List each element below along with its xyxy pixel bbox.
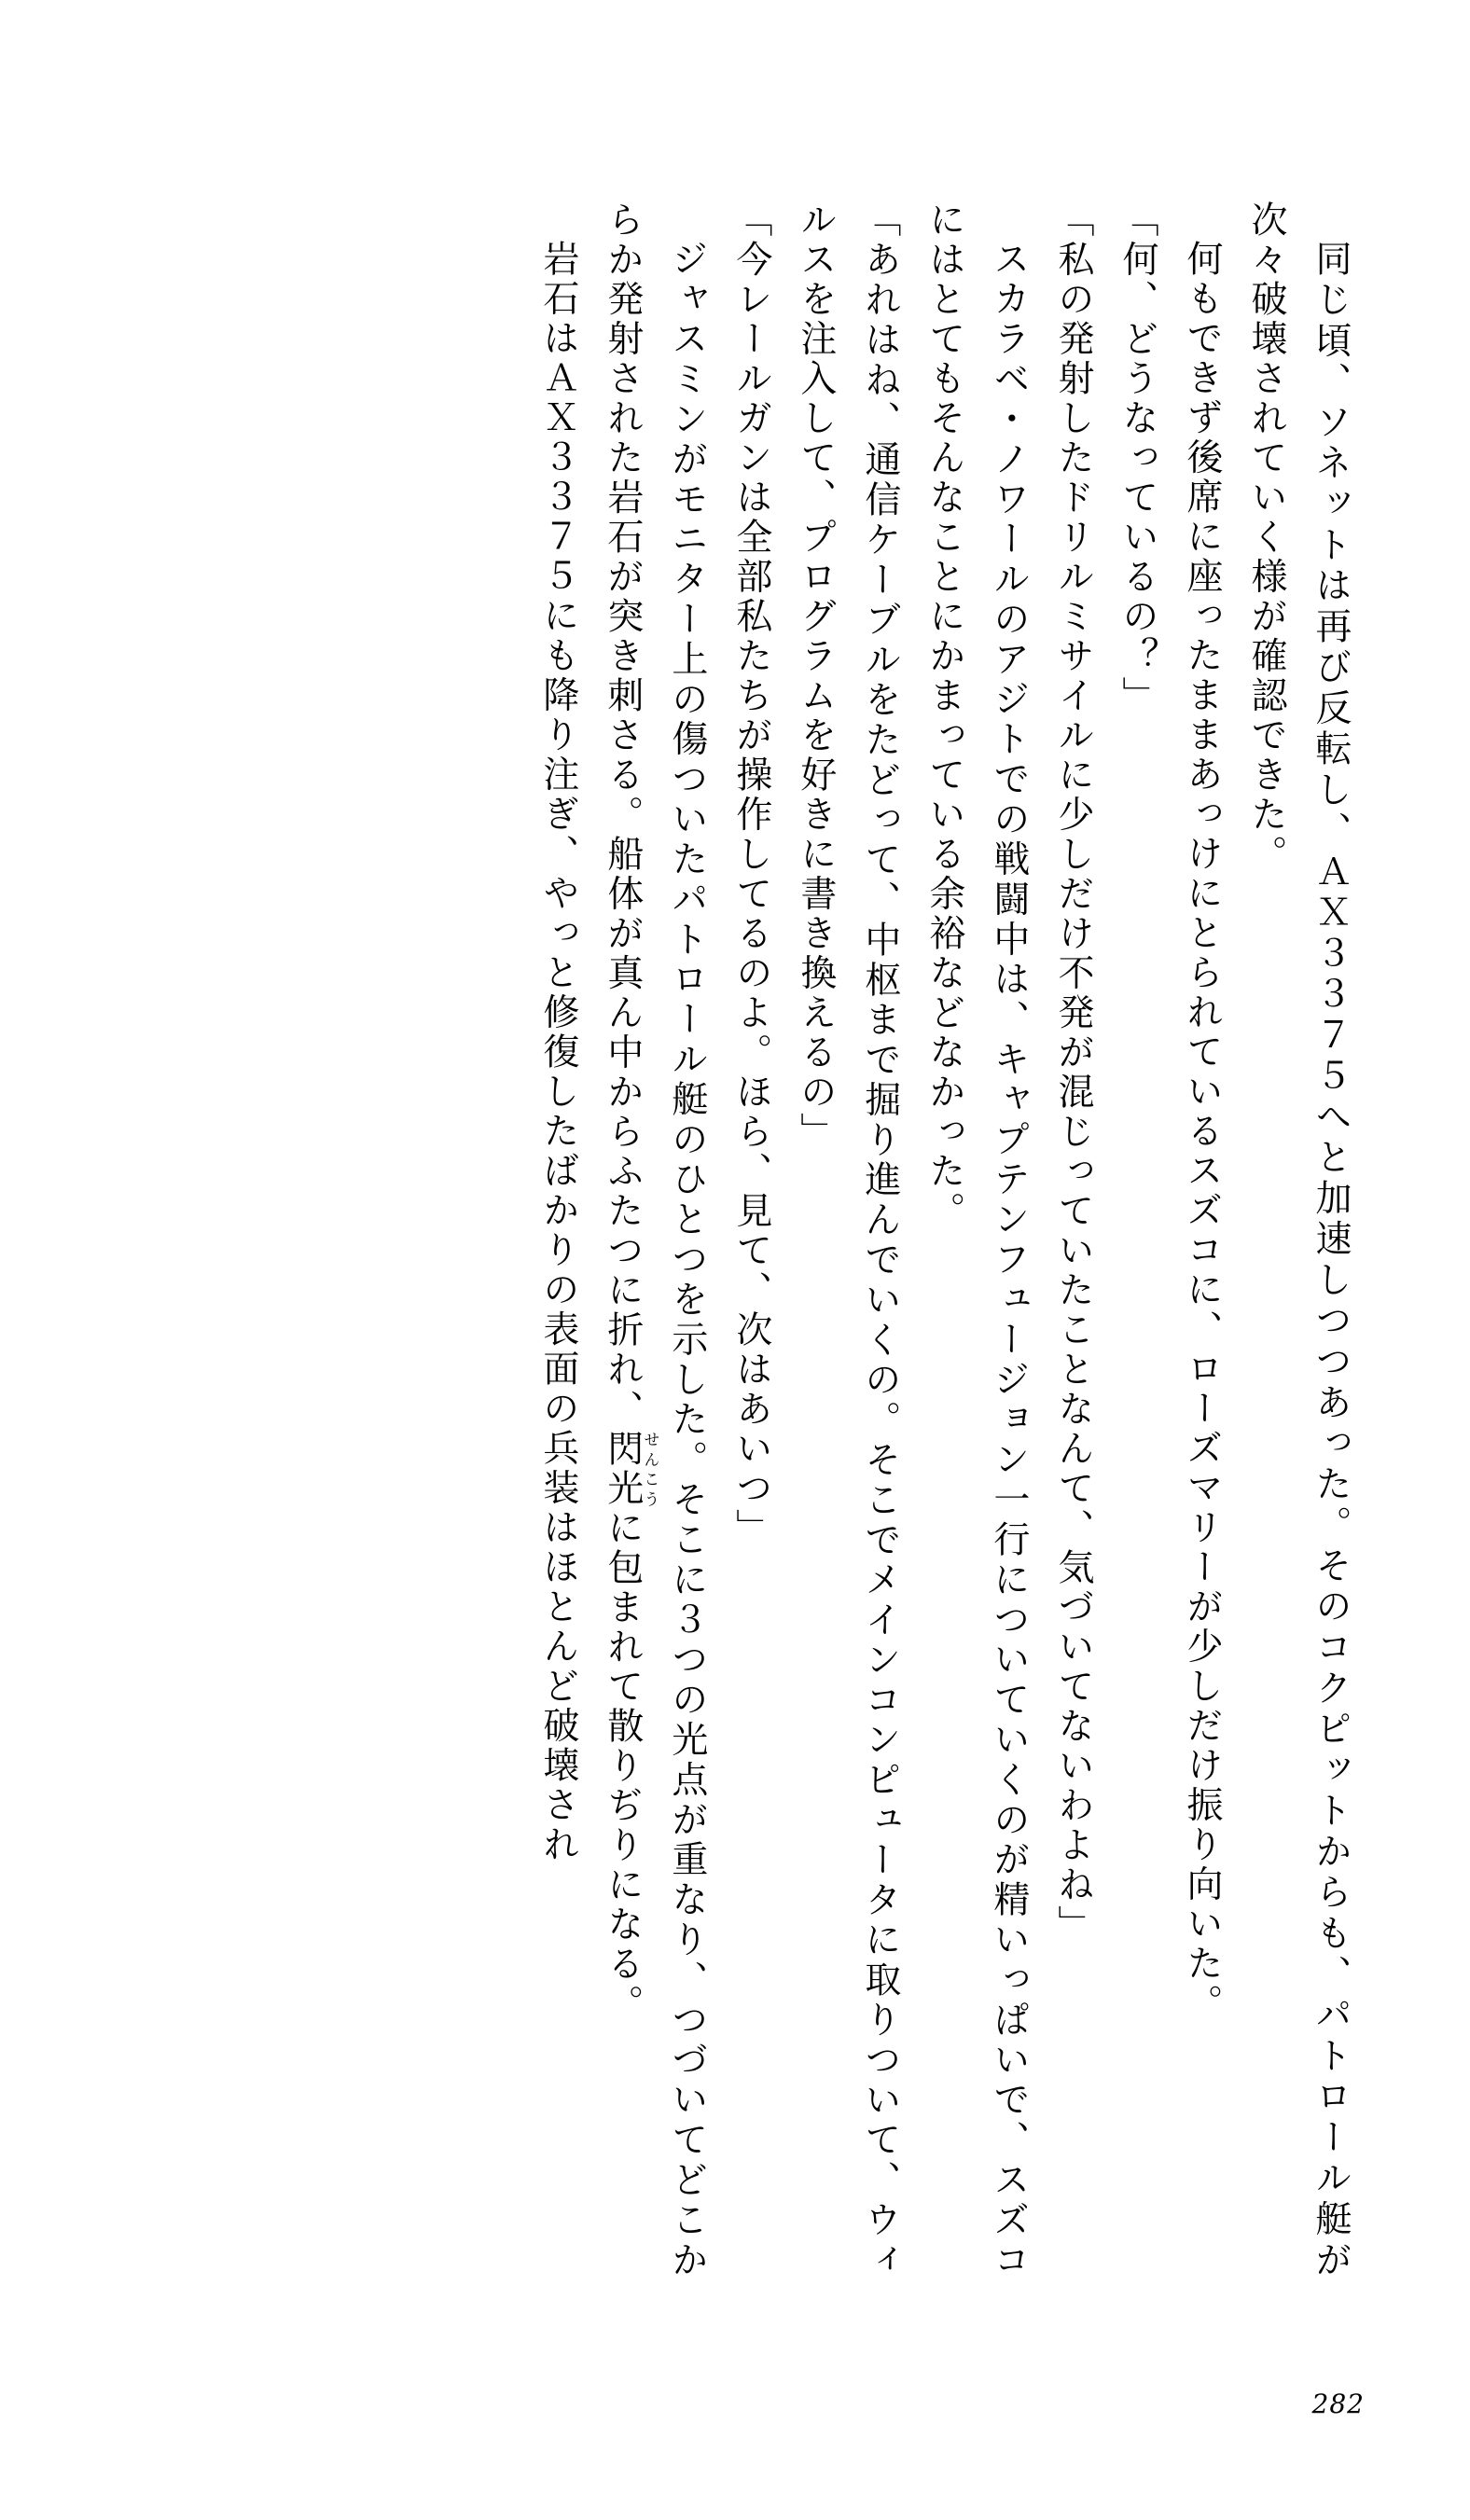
body-text	[159, 201, 1363, 2280]
paragraph-9: 岩石はＡＸ３３７５にも降り注ぎ、やっと修復したばかりの表面の兵装はほとんど破壊され	[536, 240, 579, 1865]
paragraph-7: 「今レールガンは全部私たちが操作してるのよ。ほら、見て、次はあいつ」	[729, 201, 772, 1548]
paragraph-4: 「私の発射したドリルミサイルに少しだけ不発が混じっていたことなんて、気づいてないわよね」	[1051, 201, 1094, 1945]
ruby-sen: 閃せん	[601, 1429, 659, 1469]
paragraph-8-part-a: ジャスミンがモニター上の傷ついたパトロール艇のひとつを示した。そこに３つの光点が重なり、つづいてどこからか発射された岩石が突き刺さる。船体が真ん中からふたつに折れ、	[601, 201, 708, 2281]
paragraph-3: 「何、どうなっているの？」	[1116, 201, 1158, 716]
paragraph-1: 同じ頃、ソネットは再び反転し、ＡＸ３３７５へと加速しつつあった。そのコクピットからも、パトロール艇が次々破壊されていく様が確認できた。	[1244, 201, 1352, 2280]
ruby-kou: 光こう	[601, 1469, 659, 1509]
page-number: 282	[1311, 2388, 1365, 2419]
paragraph-2: 何もできず後席に座ったままあっけにとられているスズコに、ローズマリーが少しだけ振り向いた。	[1180, 240, 1223, 2024]
paragraph-8	[590, 201, 719, 2280]
paragraph-6: 「あれはね、通信ケーブルをたどって、中枢まで掘り進んでいくの。そこでメインコンピュータに取りついて、ウィルスを注入して、プログラムを好きに書き換えるの」	[794, 201, 901, 2280]
paragraph-5: スカラベ・ノワールのアジトでの戦闘中は、キャプテンフュージョン一行についていくのが精いっぱいで、スズコにはとてもそんなことにかまっている余裕などなかった。	[922, 201, 1030, 2280]
paragraph-8-part-b: に包まれて散りぢりになる。	[601, 1508, 644, 2024]
